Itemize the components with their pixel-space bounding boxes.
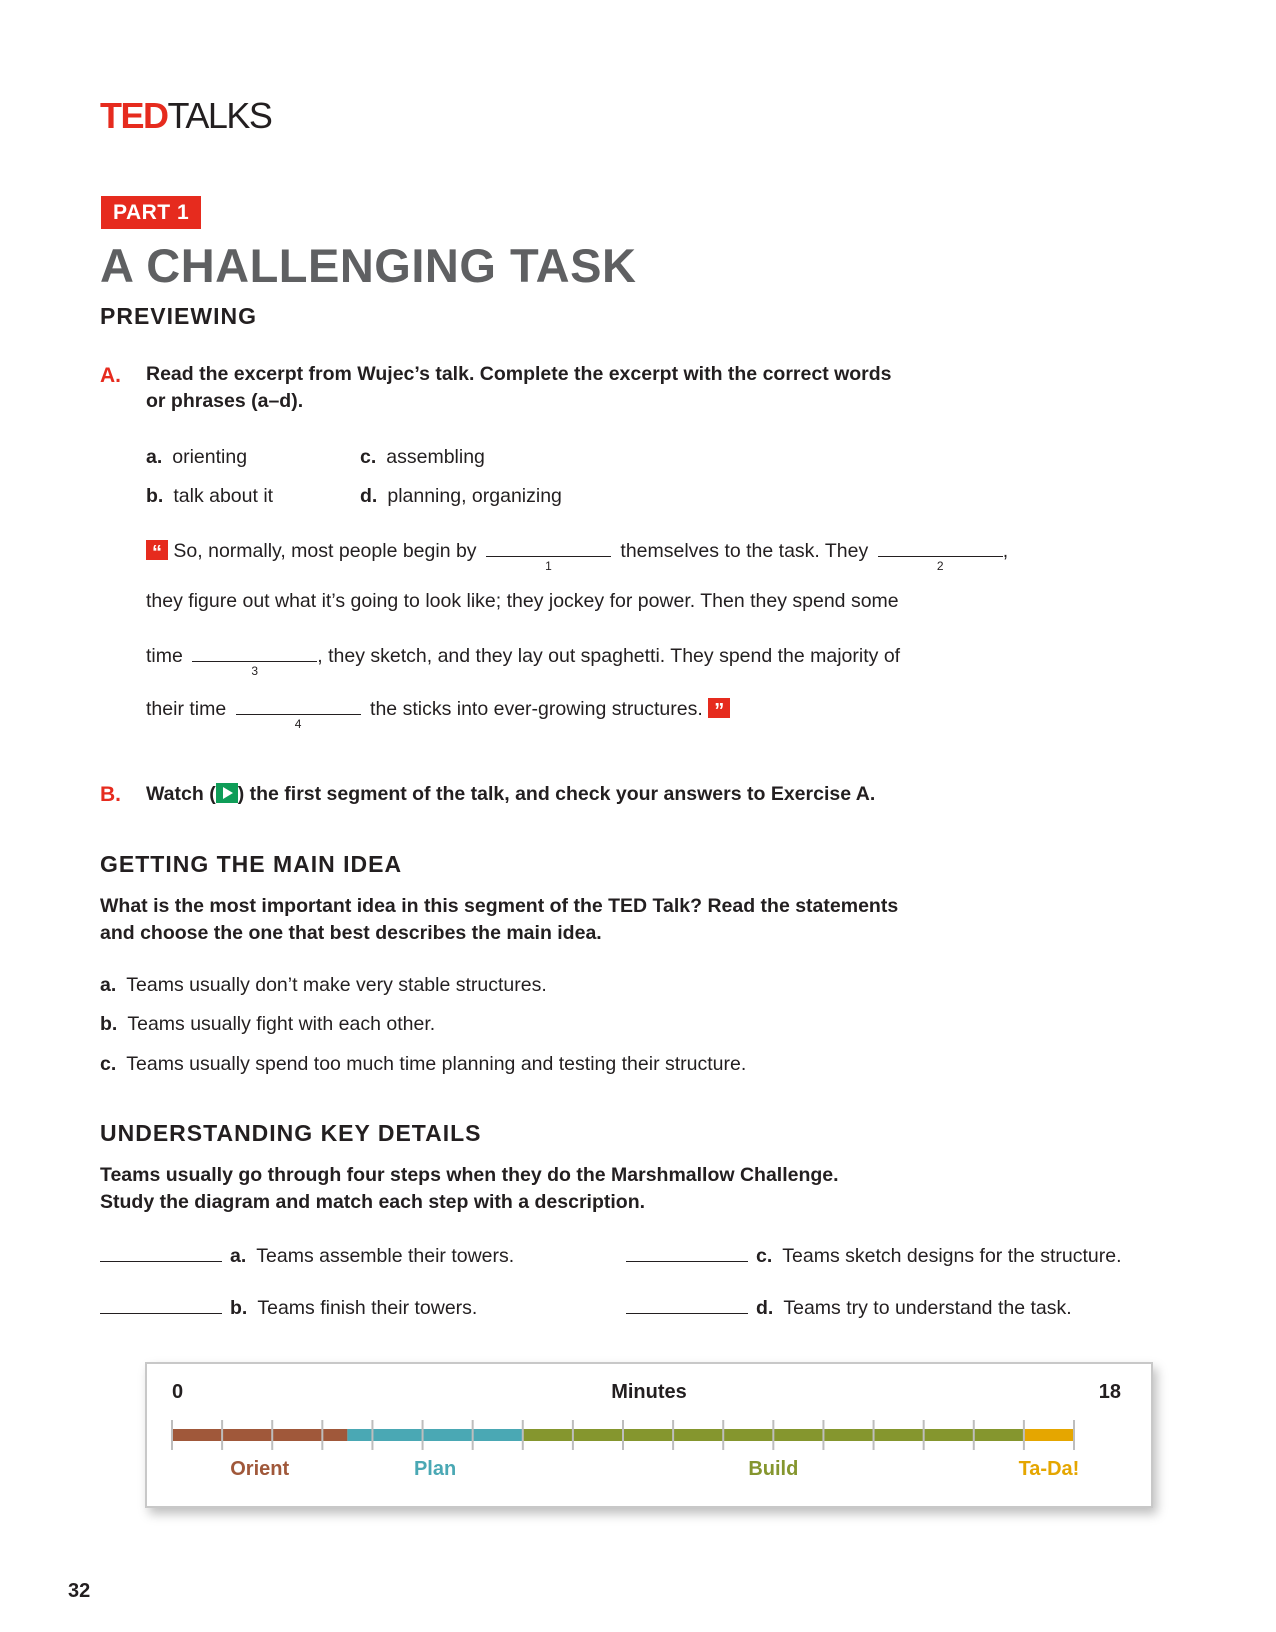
option-text: planning, organizing xyxy=(387,485,562,507)
main-idea-option-c xyxy=(100,1053,746,1076)
part-title: A CHALLENGING TASK xyxy=(100,239,637,292)
exercise-a-instruction-line1: Read the excerpt from Wujec’s talk. Complete the excerpt with the correct words xyxy=(146,363,892,385)
excerpt-line-3 xyxy=(146,642,901,678)
key-details-instruction xyxy=(100,1162,1100,1216)
phase-label-orient: Orient xyxy=(230,1458,290,1480)
option-d xyxy=(360,485,562,508)
option-letter: b. xyxy=(100,1013,118,1035)
open-quote-icon: “ xyxy=(146,540,168,560)
blank-number: 4 xyxy=(294,717,302,731)
phase-segment-plan xyxy=(347,1429,522,1441)
ted-talks-logo xyxy=(100,95,272,136)
timeline-axis-label: Minutes xyxy=(611,1381,687,1403)
option-text: talk about it xyxy=(173,485,274,507)
page-number: 32 xyxy=(68,1580,91,1602)
excerpt-text: , xyxy=(1002,540,1009,562)
logo-ted: TED xyxy=(100,95,168,136)
item-letter: a. xyxy=(230,1245,247,1267)
excerpt-text: their time xyxy=(146,698,227,720)
option-text: Teams usually spend too much time planning and testing their structure. xyxy=(126,1053,747,1075)
key-details-instruction-line2: Study the diagram and match each step with a description. xyxy=(100,1191,646,1213)
answer-blank[interactable] xyxy=(100,1295,222,1314)
blank-1[interactable] xyxy=(486,537,611,573)
option-text: orienting xyxy=(172,446,248,468)
phase-label-build: Build xyxy=(748,1458,799,1480)
answer-blank[interactable] xyxy=(626,1295,748,1314)
option-b xyxy=(146,485,273,508)
exercise-b-instruction xyxy=(146,781,875,808)
key-detail-c xyxy=(626,1243,1122,1268)
main-idea-heading: GETTING THE MAIN IDEA xyxy=(100,851,403,877)
option-text: assembling xyxy=(386,446,485,468)
excerpt-text: , they sketch, and they lay out spaghetti. They spend the majority of xyxy=(317,645,901,667)
exercise-a-instruction-line2: or phrases (a–d). xyxy=(146,390,304,412)
key-detail-a xyxy=(100,1243,514,1268)
blank-2[interactable] xyxy=(878,537,1003,573)
item-text: Teams sketch designs for the structure. xyxy=(782,1245,1122,1267)
excerpt-line-2: they figure out what it’s going to look like; they jockey for power. Then they spend some xyxy=(146,590,899,612)
timeline-end-label: 18 xyxy=(1098,1381,1121,1403)
excerpt-text: the sticks into ever-growing structures. xyxy=(370,698,703,720)
phase-segment-orient xyxy=(172,1429,347,1441)
item-letter: b. xyxy=(230,1297,248,1319)
blank-4[interactable] xyxy=(236,695,361,731)
exercise-b-letter: B. xyxy=(100,783,121,806)
main-idea-instruction-line2: and choose the one that best describes the main idea. xyxy=(100,922,602,944)
main-idea-instruction-line1: What is the most important idea in this segment of the TED Talk? Read the statements xyxy=(100,895,899,917)
key-details-instruction-line1: Teams usually go through four steps when they do the Marshmallow Challenge. xyxy=(100,1164,839,1186)
item-text: Teams try to understand the task. xyxy=(783,1297,1072,1319)
option-letter: d. xyxy=(360,485,378,507)
key-detail-d xyxy=(626,1295,1072,1320)
timeline-diagram xyxy=(145,1362,1153,1508)
key-details-heading: UNDERSTANDING KEY DETAILS xyxy=(100,1120,482,1146)
logo-talks: TALKS xyxy=(167,95,272,136)
timeline-start-label: 0 xyxy=(172,1381,184,1403)
exercise-b-text: Watch ( xyxy=(146,783,216,805)
exercise-a-letter: A. xyxy=(100,364,121,387)
phase-label-plan: Plan xyxy=(413,1458,457,1480)
timeline-bar xyxy=(147,1364,1151,1506)
option-letter: b. xyxy=(146,485,164,507)
phase-segment-tada xyxy=(1024,1429,1074,1441)
item-letter: d. xyxy=(756,1297,774,1319)
option-c xyxy=(360,446,485,469)
option-text: Teams usually fight with each other. xyxy=(127,1013,436,1035)
option-text: Teams usually don’t make very stable structures. xyxy=(126,974,547,996)
blank-number: 3 xyxy=(251,664,259,678)
item-text: Teams finish their towers. xyxy=(257,1297,478,1319)
main-idea-option-a xyxy=(100,974,547,997)
part-badge: PART 1 xyxy=(101,196,201,229)
option-a xyxy=(146,446,247,469)
answer-blank[interactable] xyxy=(100,1243,222,1262)
exercise-b-text: ) the first segment of the talk, and check your answers to Exercise A. xyxy=(237,783,876,805)
excerpt-text: So, normally, most people begin by xyxy=(173,540,477,562)
main-idea-option-b xyxy=(100,1013,435,1036)
item-letter: c. xyxy=(756,1245,773,1267)
option-letter: a. xyxy=(146,446,163,468)
item-text: Teams assemble their towers. xyxy=(256,1245,515,1267)
option-letter: c. xyxy=(360,446,377,468)
answer-blank[interactable] xyxy=(626,1243,748,1262)
blank-number: 1 xyxy=(545,559,552,573)
option-letter: a. xyxy=(100,974,117,996)
excerpt-line-1 xyxy=(146,537,1009,573)
main-idea-instruction xyxy=(100,893,1100,947)
key-detail-b xyxy=(100,1295,477,1320)
close-quote-icon: ” xyxy=(708,698,730,718)
exercise-a-instruction xyxy=(146,361,1046,415)
excerpt-text: themselves to the task. They xyxy=(620,540,869,562)
play-video-icon[interactable] xyxy=(216,783,238,803)
previewing-heading: PREVIEWING xyxy=(100,303,257,329)
blank-number: 2 xyxy=(936,559,944,573)
blank-3[interactable] xyxy=(192,642,317,678)
excerpt-text: time xyxy=(146,645,183,667)
phase-label-tada: Ta-Da! xyxy=(1018,1458,1080,1480)
excerpt-line-4 xyxy=(146,695,730,731)
option-letter: c. xyxy=(100,1053,117,1075)
